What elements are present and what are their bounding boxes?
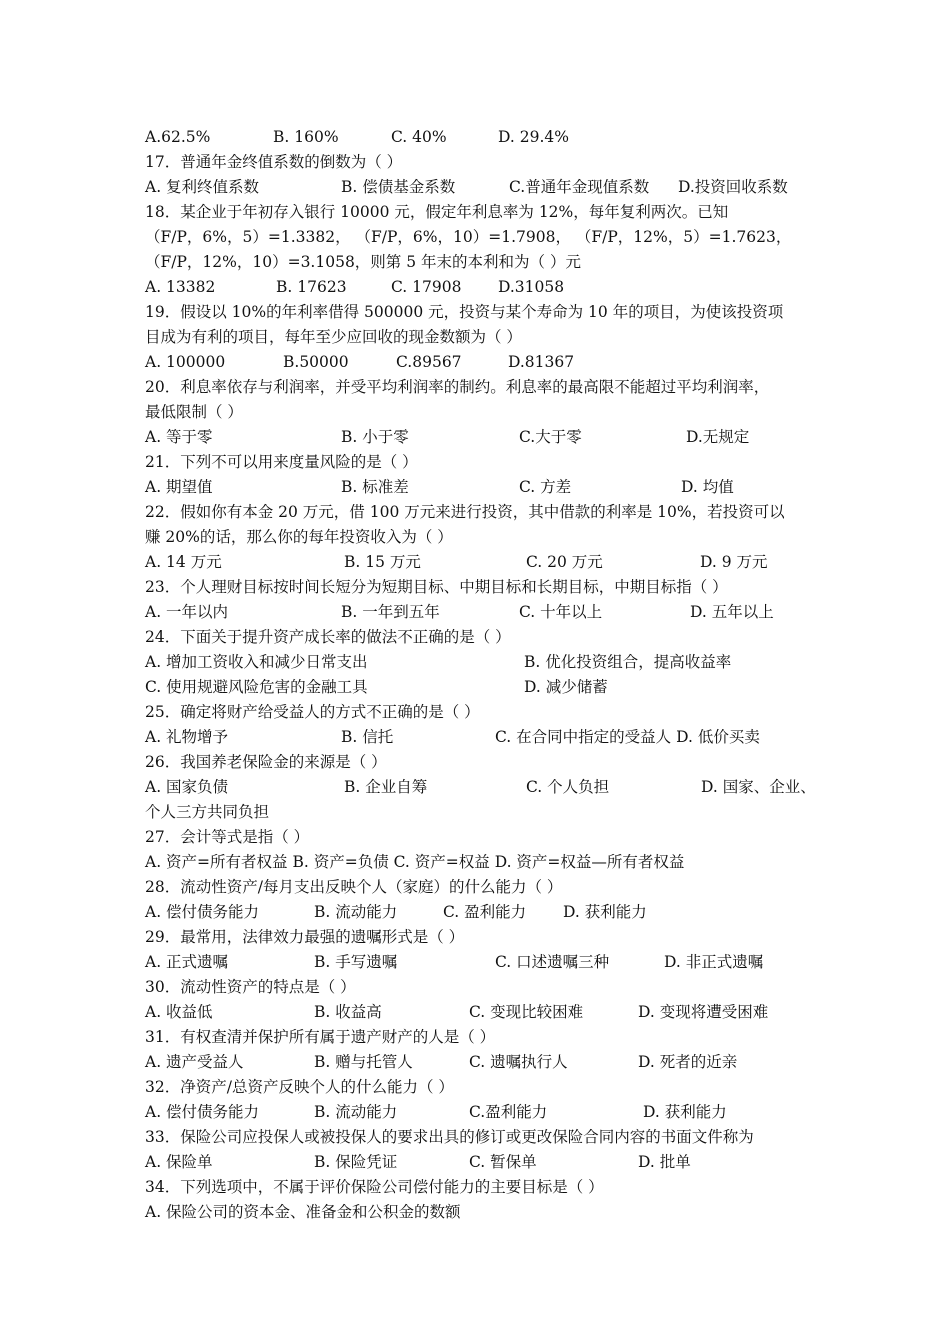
question-line: 17．普通年金终值系数的倒数为（ ） xyxy=(145,153,403,171)
options-line xyxy=(145,1002,845,1022)
question-line: 33．保险公司应投保人或被投保人的要求出具的修订或更改保险合同内容的书面文件称为 xyxy=(145,1128,754,1146)
option-text: A. 正式遗嘱 xyxy=(145,953,229,971)
options-line xyxy=(145,352,845,372)
option-text: D. 非正式遗嘱 xyxy=(664,953,764,971)
option-text: A.62.5% xyxy=(145,128,211,146)
question-line: （F/P，6%，5）=1.3382， （F/P，6%，10）=1.7908， （F/P，12%，5）=1.7623， xyxy=(145,228,792,246)
question-line: A. 保险公司的资本金、准备金和公积金的数额 xyxy=(145,1203,461,1221)
option-text: A. 遗产受益人 xyxy=(145,1053,244,1071)
option-text: D. 获利能力 xyxy=(643,1103,727,1121)
option-text: B. 160% xyxy=(273,128,339,146)
question-line: 21．下列不可以用来度量风险的是（ ） xyxy=(145,453,418,471)
option-text: D.投资回收系数 xyxy=(678,178,788,196)
option-text: C. 在合同中指定的受益人 D. 低价买卖 xyxy=(495,728,760,746)
option-text: C. 变现比较困难 xyxy=(469,1003,584,1021)
option-text: D. 批单 xyxy=(638,1153,691,1171)
option-text: B. 一年到五年 xyxy=(341,603,440,621)
options-line xyxy=(145,552,845,572)
option-text: B. 流动能力 xyxy=(314,1103,398,1121)
options-line xyxy=(145,177,845,197)
option-text: B. 信托 xyxy=(341,728,394,746)
option-text: D.无规定 xyxy=(686,428,750,446)
question-line: 31．有权查清并保护所有属于遗产财产的人是（ ） xyxy=(145,1028,496,1046)
option-text: A. 复利终值系数 xyxy=(145,178,260,196)
option-text: A. 礼物增予 xyxy=(145,728,229,746)
option-text: D. 变现将遭受困难 xyxy=(638,1003,769,1021)
option-text: C. 20 万元 xyxy=(526,553,603,571)
options-line xyxy=(145,1102,845,1122)
options-line xyxy=(145,852,845,872)
option-text: C.盈利能力 xyxy=(469,1103,548,1121)
question-line: 目成为有利的项目，每年至少应回收的现金数额为（ ） xyxy=(145,328,522,346)
question-line: 26．我国养老保险金的来源是（ ） xyxy=(145,753,387,771)
options-line xyxy=(145,777,845,797)
option-text: D. 国家、企业、 xyxy=(701,778,816,796)
option-text: C. 遗嘱执行人 xyxy=(469,1053,568,1071)
option-text: B. 标准差 xyxy=(341,478,409,496)
option-text: B. 保险凭证 xyxy=(314,1153,398,1171)
question-line: 22．假如你有本金 20 万元，借 100 万元来进行投资，其中借款的利率是 10%，若投资可以 xyxy=(145,503,785,521)
question-line: 19．假设以 10%的年利率借得 500000 元，投资与某个寿命为 10 年的项目，为使该投资项 xyxy=(145,303,784,321)
question-line: 个人三方共同负担 xyxy=(145,803,270,821)
option-text: A. 一年以内 xyxy=(145,603,229,621)
option-text: B. 优化投资组合，提高收益率 xyxy=(524,653,732,671)
option-text: A. 保险单 xyxy=(145,1153,213,1171)
option-text: B. 17623 xyxy=(276,278,347,296)
option-text: B. 小于零 xyxy=(341,428,409,446)
option-text: D. 五年以上 xyxy=(690,603,774,621)
options-line xyxy=(145,602,845,622)
question-line: 18．某企业于年初存入银行 10000 元，假定年利息率为 12%，每年复利两次。已知 xyxy=(145,203,729,221)
question-line: 20．利息率依存与利润率，并受平均利润率的制约。利息率的最高限不能超过平均利润率， xyxy=(145,378,770,396)
option-text: B. 收益高 xyxy=(314,1003,382,1021)
option-text: D.81367 xyxy=(508,353,575,371)
option-text: A. 期望值 xyxy=(145,478,213,496)
option-text: A. 偿付债务能力 xyxy=(145,903,260,921)
option-text: C. 十年以上 xyxy=(519,603,603,621)
question-line: 24．下面关于提升资产成长率的做法不正确的是（ ） xyxy=(145,628,511,646)
option-text: C. 口述遗嘱三种 xyxy=(495,953,610,971)
options-line xyxy=(145,727,845,747)
option-text: C.普通年金现值系数 xyxy=(509,178,650,196)
option-text: C.大于零 xyxy=(519,428,582,446)
option-text: D.31058 xyxy=(498,278,565,296)
option-text: C. 暂保单 xyxy=(469,1153,537,1171)
question-line: 28．流动性资产/每月支出反映个人（家庭）的什么能力（ ） xyxy=(145,878,563,896)
option-text: A. 资产=所有者权益 B. 资产=负债 C. 资产=权益 D. 资产=权益—所有者权益 xyxy=(145,853,685,871)
option-text: D. 29.4% xyxy=(498,128,569,146)
option-text: A. 100000 xyxy=(145,353,226,371)
option-text: A. 国家负债 xyxy=(145,778,229,796)
option-text: D. 均值 xyxy=(681,478,734,496)
option-text: A. 增加工资收入和减少日常支出 xyxy=(145,653,368,671)
question-line: 32．净资产/总资产反映个人的什么能力（ ） xyxy=(145,1078,454,1096)
option-text: B. 15 万元 xyxy=(344,553,421,571)
options-line xyxy=(145,902,845,922)
option-text: B. 手写遗嘱 xyxy=(314,953,398,971)
question-line: 30．流动性资产的特点是（ ） xyxy=(145,978,356,996)
option-text: D. 减少储蓄 xyxy=(524,678,608,696)
question-line: 29．最常用，法律效力最强的遗嘱形式是（ ） xyxy=(145,928,465,946)
option-text: C. 使用规避风险危害的金融工具 xyxy=(145,678,368,696)
option-text: A. 14 万元 xyxy=(145,553,222,571)
option-text: D. 9 万元 xyxy=(700,553,768,571)
option-text: A. 偿付债务能力 xyxy=(145,1103,260,1121)
question-line: 27．会计等式是指（ ） xyxy=(145,828,310,846)
options-line xyxy=(145,1052,845,1072)
option-text: C. 盈利能力 xyxy=(443,903,527,921)
option-text: A. 13382 xyxy=(145,278,216,296)
option-text: B. 偿债基金系数 xyxy=(341,178,456,196)
option-text: A. 收益低 xyxy=(145,1003,213,1021)
question-line: （F/P，12%，10）=3.1058，则第 5 年末的本利和为（ ）元 xyxy=(145,253,581,271)
options-line xyxy=(145,427,845,447)
options-line xyxy=(145,652,845,672)
option-text: B. 流动能力 xyxy=(314,903,398,921)
option-text: C. 40% xyxy=(391,128,447,146)
question-line: 最低限制（ ） xyxy=(145,403,243,421)
options-line xyxy=(145,1152,845,1172)
option-text: B.50000 xyxy=(283,353,349,371)
options-line xyxy=(145,677,845,697)
options-line xyxy=(145,127,845,147)
option-text: D. 死者的近亲 xyxy=(638,1053,738,1071)
question-line: 25．确定将财产给受益人的方式不正确的是（ ） xyxy=(145,703,480,721)
option-text: A. 等于零 xyxy=(145,428,213,446)
option-text: B. 赠与托管人 xyxy=(314,1053,413,1071)
option-text: C.89567 xyxy=(396,353,462,371)
question-line: 赚 20%的话，那么你的每年投资收入为（ ） xyxy=(145,528,453,546)
option-text: D. 获利能力 xyxy=(563,903,647,921)
option-text: C. 17908 xyxy=(391,278,462,296)
options-line xyxy=(145,477,845,497)
option-text: C. 个人负担 xyxy=(526,778,610,796)
options-line xyxy=(145,952,845,972)
option-text: C. 方差 xyxy=(519,478,572,496)
option-text: B. 企业自筹 xyxy=(344,778,428,796)
options-line xyxy=(145,277,845,297)
question-line: 23．个人理财目标按时间长短分为短期目标、中期目标和长期目标，中期目标指（ ） xyxy=(145,578,728,596)
question-line: 34．下列选项中，不属于评价保险公司偿付能力的主要目标是（ ） xyxy=(145,1178,604,1196)
